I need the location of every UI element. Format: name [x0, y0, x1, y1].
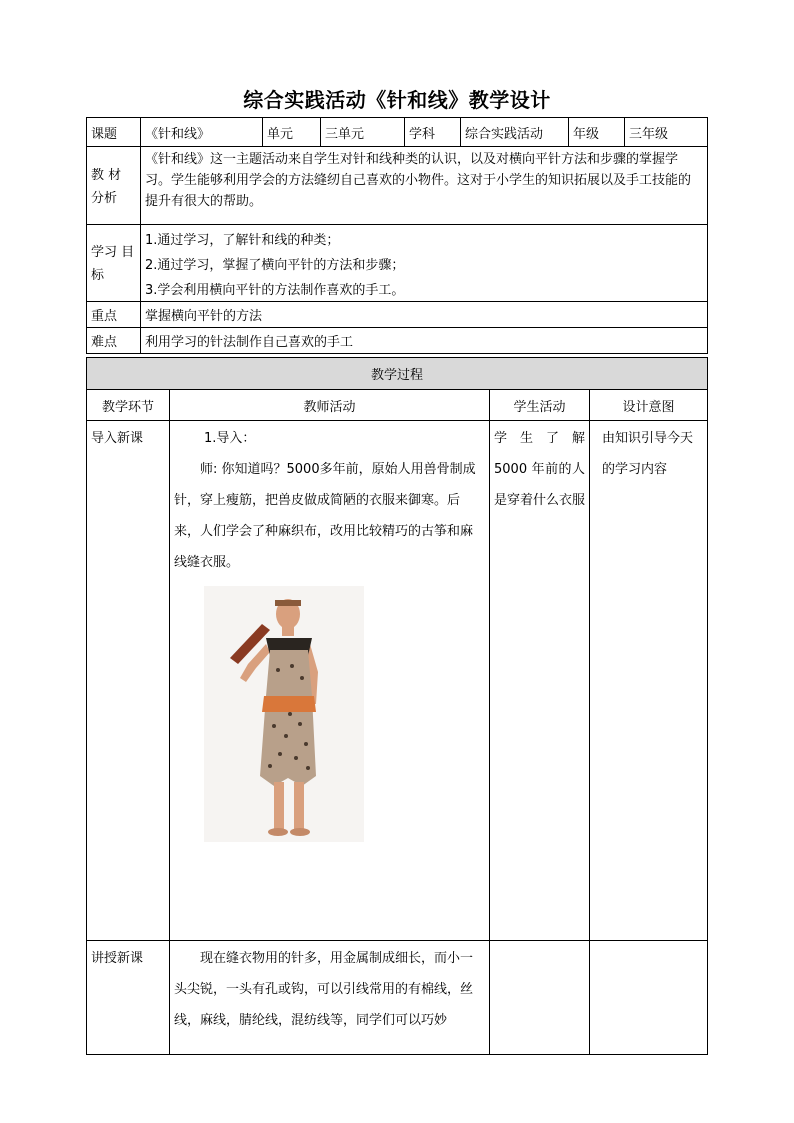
goals-label: 学习 目标 [87, 225, 141, 302]
intent-intro: 由知识引导今天的学习内容 [590, 421, 708, 941]
stage-lecture: 讲授新课 [87, 941, 170, 1055]
intent-lecture [590, 941, 708, 1055]
grade-value: 三年级 [625, 118, 708, 147]
col-teacher: 教师活动 [170, 390, 490, 421]
course-value: 《针和线》 [141, 118, 263, 147]
teacher-intro-text: 师: 你知道吗？5000多年前，原始人用兽骨制成针，穿上瘦筋，把兽皮做成简陋的衣服来御寒。后来，人们学会了种麻织布，改用比较精巧的古筝和麻线缝衣服。 [174, 462, 476, 570]
stage-intro: 导入新课 [87, 421, 170, 941]
goal-item: 1.通过学习，了解针和线的种类； [145, 233, 340, 248]
info-table [86, 117, 708, 354]
key-point-label: 重点 [87, 302, 141, 328]
student-lecture [490, 941, 590, 1055]
teacher-intro-title: 1.导入： [204, 431, 256, 446]
goal-item: 3.学会利用横向平针的方法制作喜欢的手工。 [145, 283, 405, 298]
caveman-costume-image [204, 586, 364, 842]
difficulty-text: 利用学习的针法制作自己喜欢的手工 [141, 328, 708, 354]
col-student: 学生活动 [490, 390, 590, 421]
teacher-intro [170, 421, 490, 941]
analysis-text: 《针和线》这一主题活动来自学生对针和线种类的认识，以及对横向平针方法和步骤的掌握学习。学生能够利用学会的方法缝纫自己喜欢的小物件。这对于小学生的知识拓展以及手工技能的提升有很大的帮助。 [141, 147, 708, 225]
col-intent: 设计意图 [590, 390, 708, 421]
teacher-lecture: 现在缝衣物用的针多，用金属制成细长，而小一头尖锐，一头有孔或钩，可以引线常用的有棉线，丝线，麻线，腈纶线，混纺线等，同学们可以巧妙 [170, 941, 490, 1055]
subject-value: 综合实践活动 [461, 118, 569, 147]
analysis-label [87, 147, 141, 225]
grade-label: 年级 [569, 118, 625, 147]
unit-label: 单元 [263, 118, 321, 147]
goals-list [141, 225, 708, 302]
unit-value: 三单元 [321, 118, 405, 147]
col-stage: 教学环节 [87, 390, 170, 421]
caveman-illustration [204, 586, 364, 842]
subject-label: 学科 [405, 118, 461, 147]
process-header: 教学过程 [87, 358, 708, 390]
analysis-label-text: 教 材 分析 [91, 167, 122, 206]
process-table [86, 357, 708, 1055]
goal-item: 2.通过学习，掌握了横向平针的方法和步骤； [145, 258, 405, 273]
difficulty-label: 难点 [87, 328, 141, 354]
key-point-text: 掌握横向平针的方法 [141, 302, 708, 328]
document-title: 综合实践活动《针和线》教学设计 [243, 88, 551, 112]
course-label: 课题 [87, 118, 141, 147]
student-intro: 学 生 了 解 5000 年前的人是穿着什么衣服 [490, 421, 590, 941]
